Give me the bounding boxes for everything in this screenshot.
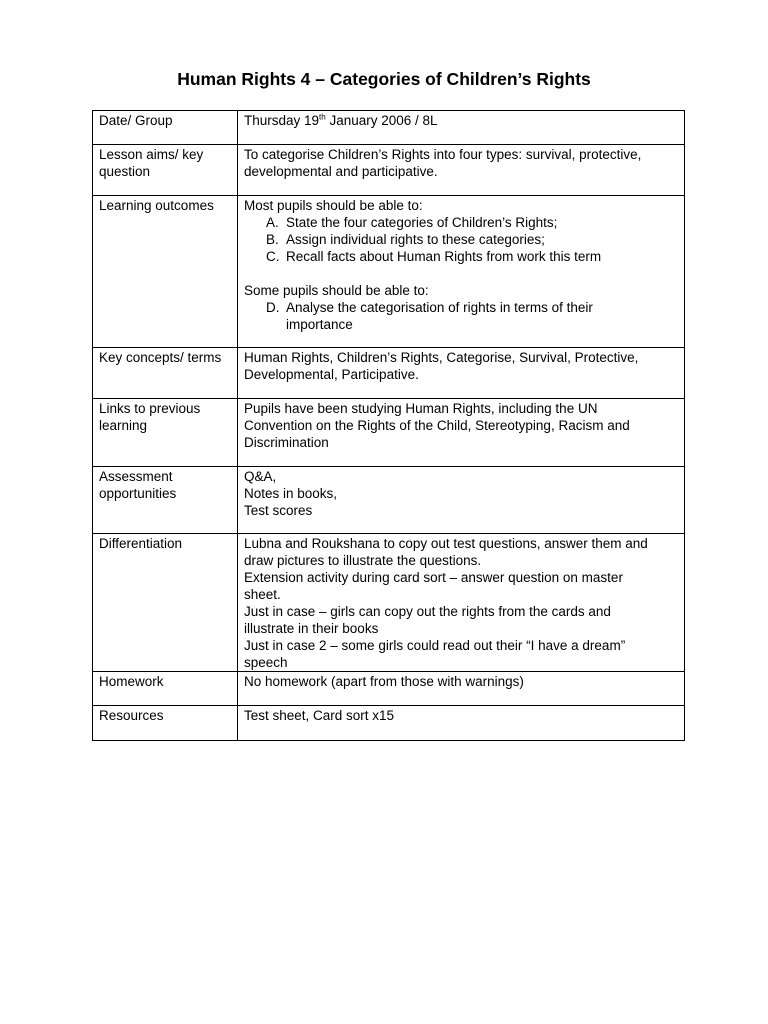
list-item	[266, 299, 618, 333]
row-label-resources	[93, 706, 238, 741]
table-row	[93, 467, 685, 534]
list-item	[266, 214, 678, 231]
table-row	[93, 145, 685, 196]
row-value-homework	[238, 672, 685, 706]
date-suffix: th	[319, 112, 326, 122]
text-line: Just in case – girls can copy out the rights from the cards and	[244, 604, 611, 619]
text-line: Human Rights, Children’s Rights, Categorise, Survival, Protective,	[244, 350, 639, 365]
text-line: developmental and participative.	[244, 164, 438, 179]
text-line: Just in case 2 – some girls could read out their “I have a dream”	[244, 638, 626, 653]
text-line: Test sheet, Card sort x15	[244, 708, 395, 723]
row-value-previous-learning	[238, 399, 685, 467]
label-text: Learning outcomes	[99, 198, 214, 213]
text-line: draw pictures to illustrate the questions.	[244, 553, 482, 568]
row-label-previous-learning	[93, 399, 238, 467]
text-line: Pupils have been studying Human Rights, including the UN	[244, 401, 598, 416]
text-line: illustrate in their books	[244, 621, 379, 636]
label-text: Homework	[99, 674, 164, 689]
label-text: Differentiation	[99, 536, 183, 551]
row-value-date-group	[238, 111, 685, 145]
table-row	[93, 111, 685, 145]
text-line: Test scores	[244, 503, 313, 518]
label-text: Date/ Group	[99, 113, 173, 128]
text-line: Discrimination	[244, 435, 329, 450]
table-row	[93, 706, 685, 741]
label-text: Assessment opportunities	[99, 469, 177, 501]
text-line: speech	[244, 655, 288, 670]
text-line: Lubna and Roukshana to copy out test questions, answer them and	[244, 536, 648, 551]
list-item	[266, 248, 678, 265]
label-text: Resources	[99, 708, 164, 723]
row-label-homework	[93, 672, 238, 706]
text-line: Q&A,	[244, 469, 277, 484]
table-row	[93, 672, 685, 706]
row-label-differentiation	[93, 534, 238, 672]
text-line: Convention on the Rights of the Child, Stereotyping, Racism and	[244, 418, 630, 433]
row-label-lesson-aims	[93, 145, 238, 196]
list-marker: C.	[266, 249, 280, 264]
date-post: January 2006 / 8L	[325, 113, 438, 128]
table-row	[93, 399, 685, 467]
date-value	[244, 112, 678, 129]
list-item-text: Assign individual rights to these categories;	[286, 232, 545, 247]
list-item-text: Recall facts about Human Rights from work this term	[286, 249, 602, 264]
text-line: sheet.	[244, 587, 281, 602]
row-value-resources	[238, 706, 685, 741]
date-pre: Thursday 19	[244, 113, 320, 128]
list-item-text: State the four categories of Children’s Rights;	[286, 215, 558, 230]
list-item	[266, 231, 678, 248]
row-value-learning-outcomes	[238, 196, 685, 348]
text-line: Extension activity during card sort – answer question on master	[244, 570, 623, 585]
table-row	[93, 348, 685, 399]
row-value-lesson-aims	[238, 145, 685, 196]
row-label-assessment	[93, 467, 238, 534]
spacer	[244, 265, 678, 282]
row-value-key-concepts	[238, 348, 685, 399]
list-marker: B.	[266, 232, 279, 247]
row-value-assessment	[238, 467, 685, 534]
text-line: Developmental, Participative.	[244, 367, 419, 382]
outcomes-intro-most: Most pupils should be able to:	[244, 198, 423, 213]
row-label-learning-outcomes	[93, 196, 238, 348]
text-line: No homework (apart from those with warnings)	[244, 674, 524, 689]
row-value-differentiation	[238, 534, 685, 672]
row-label-date-group	[93, 111, 238, 145]
label-text: Links to previous learning	[99, 401, 201, 433]
label-text: Lesson aims/ key question	[99, 147, 204, 179]
text-line: To categorise Children’s Rights into four types: survival, protective,	[244, 147, 642, 162]
list-item-text: Analyse the categorisation of rights in terms of their importance	[286, 300, 593, 332]
outcomes-list-most	[244, 214, 678, 265]
text-line: Notes in books,	[244, 486, 338, 501]
lesson-plan-table	[92, 110, 685, 741]
row-label-key-concepts	[93, 348, 238, 399]
table-row	[93, 196, 685, 348]
list-marker: A.	[266, 215, 279, 230]
outcomes-intro-some: Some pupils should be able to:	[244, 283, 429, 298]
table-row	[93, 534, 685, 672]
outcomes-list-some	[244, 299, 678, 333]
document-title: Human Rights 4 – Categories of Children’s Rights	[177, 69, 591, 89]
label-text: Key concepts/ terms	[99, 350, 222, 365]
list-marker: D.	[266, 300, 280, 315]
